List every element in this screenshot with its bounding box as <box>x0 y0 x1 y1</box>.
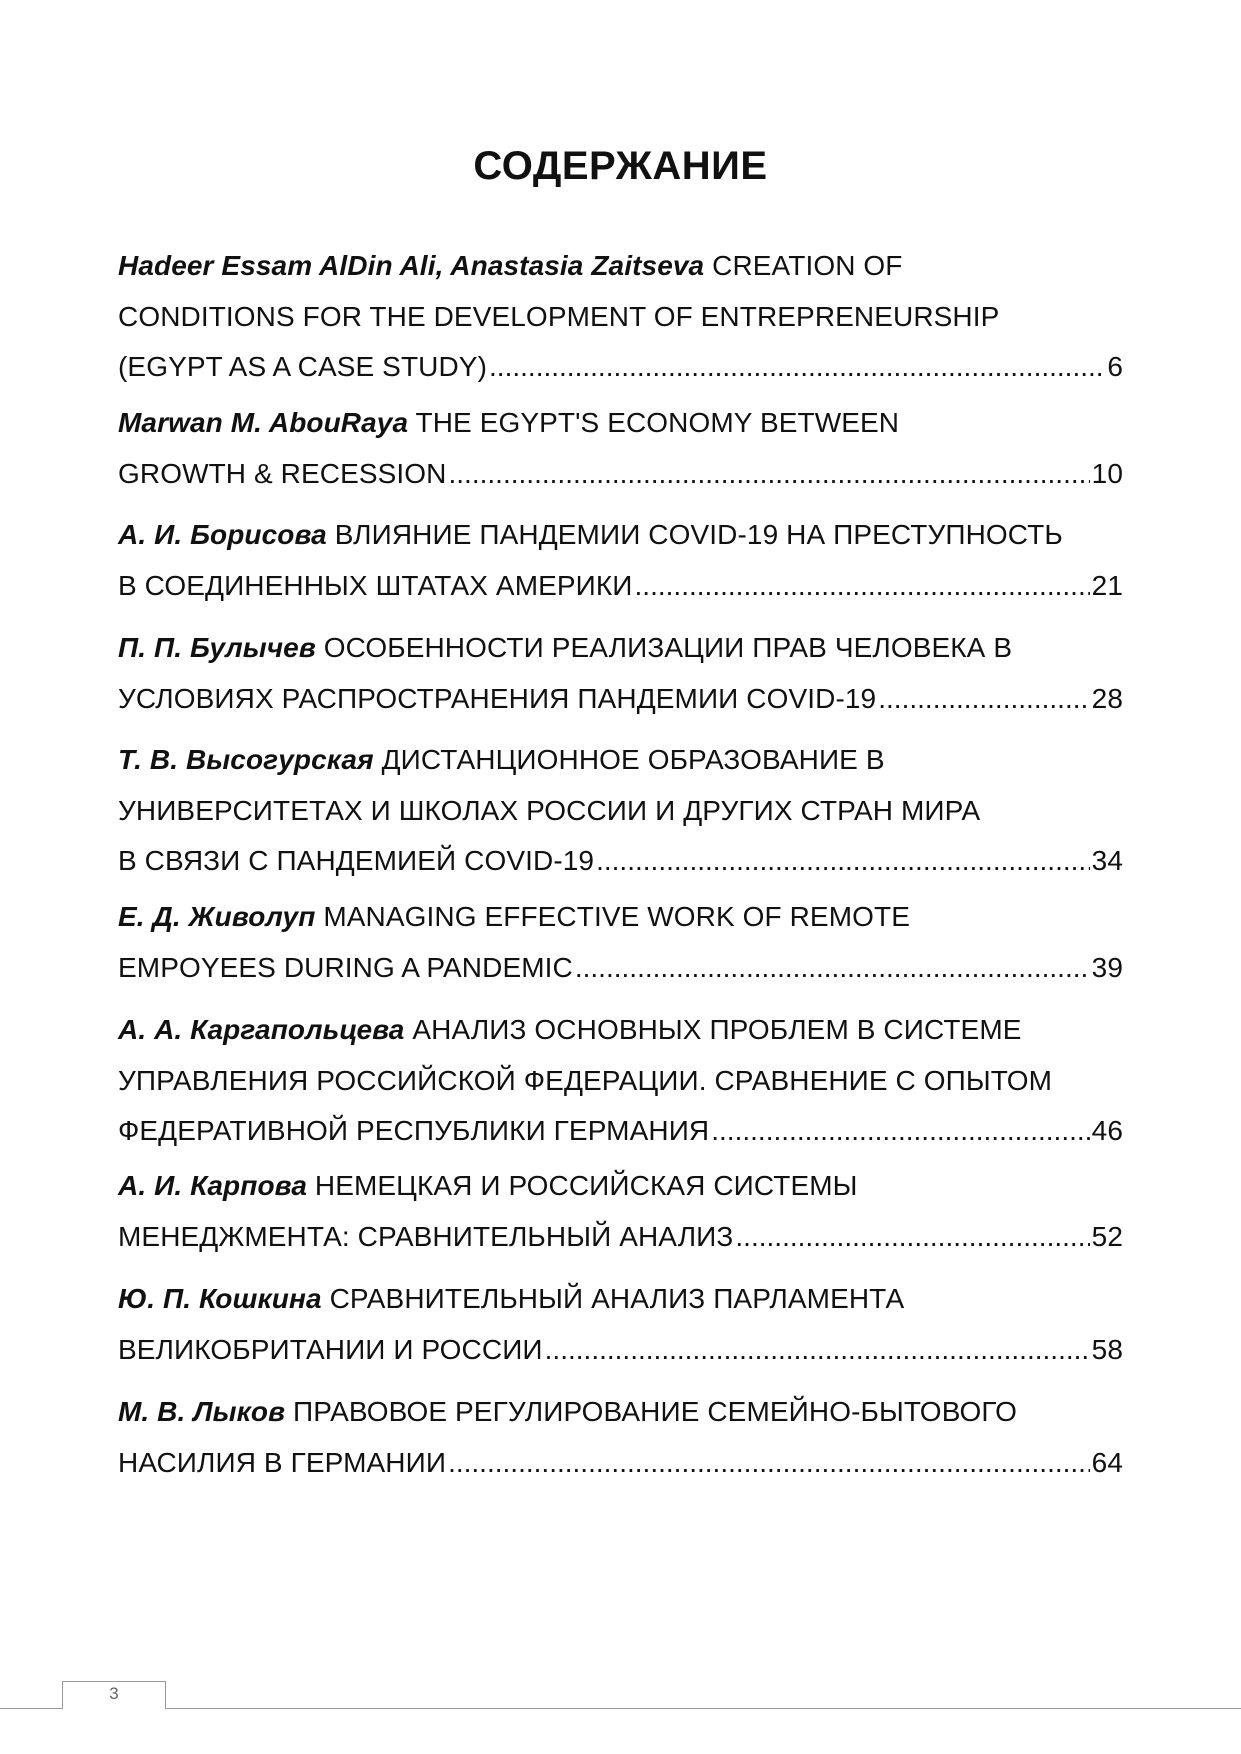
page-number-tab <box>62 1681 166 1709</box>
toc-entry-title-text: НЕМЕЦКАЯ И РОССИЙСКАЯ СИСТЕМЫ <box>314 1170 858 1201</box>
toc-entry-title-text: MANAGING EFFECTIVE WORK OF REMOTE <box>323 901 910 932</box>
toc-entry-title-text: УНИВЕРСИТЕТАХ И ШКОЛАХ РОССИИ И ДРУГИХ СТРАН МИРА <box>118 794 981 826</box>
toc-entry-line <box>118 1274 1123 1325</box>
toc-entry-page: 52 <box>1091 1220 1123 1252</box>
toc-entry-title-text: В СОЕДИНЕННЫХ ШТАТАХ АМЕРИКИ <box>118 569 633 601</box>
toc-entry[interactable] <box>118 241 1123 393</box>
toc-entry-page: 39 <box>1091 951 1123 983</box>
toc-entry-author: Е. Д. Живолуп <box>118 901 316 932</box>
dot-leader <box>635 561 1090 612</box>
toc-entry-title-text: CREATION OF <box>712 250 903 281</box>
toc-entry-title-text: СРАВНИТЕЛЬНЫЙ АНАЛИЗ ПАРЛАМЕНТА <box>329 1283 905 1314</box>
toc-entry-title-text: ДИСТАНЦИОННОЕ ОБРАЗОВАНИЕ В <box>381 744 885 775</box>
toc-entry[interactable] <box>118 1161 1123 1262</box>
dot-leader <box>489 342 1105 393</box>
toc-entry[interactable] <box>118 1274 1123 1375</box>
toc-entry-line <box>118 292 1123 343</box>
toc-entry-title-text: GROWTH & RECESSION <box>118 457 447 489</box>
footer-rule <box>0 1708 1241 1709</box>
toc-entry[interactable] <box>118 510 1123 611</box>
toc-entry-line <box>118 1005 1123 1056</box>
toc-entry-title-text: THE EGYPT'S ECONOMY BETWEEN <box>415 407 900 438</box>
toc-entry[interactable] <box>118 1005 1123 1157</box>
toc-entry-author: М. В. Лыков <box>118 1396 286 1427</box>
dot-leader <box>735 1212 1089 1263</box>
toc-entry-line <box>118 943 1123 994</box>
toc-entry-line <box>118 623 1123 674</box>
toc-entry-author: А. И. Борисова <box>118 519 327 550</box>
toc-entry-title-text: ВЕЛИКОБРИТАНИИ И РОССИИ <box>118 1333 543 1365</box>
toc-entry-title-text: В СВЯЗИ С ПАНДЕМИЕЙ COVID-19 <box>118 845 595 876</box>
toc-entry-line <box>118 892 1123 943</box>
toc-entry-line <box>118 510 1123 561</box>
toc-entry-author: Hadeer Essam AlDin Ali, Anastasia Zaitseva <box>118 250 705 281</box>
toc-entry-line <box>118 449 1123 500</box>
toc-entry-title-text: ВЛИЯНИЕ ПАНДЕМИИ COVID-19 НА ПРЕСТУПНОСТЬ <box>334 519 1063 550</box>
toc-entry-line <box>118 1056 1123 1107</box>
toc-entry-line <box>118 1161 1123 1212</box>
toc-entry-page: 46 <box>1091 1115 1123 1146</box>
toc-entry-line <box>118 342 1123 393</box>
toc-entry-author: Т. В. Высогурская <box>118 744 374 775</box>
toc-entry-author: А. И. Карпова <box>118 1170 307 1201</box>
toc-entry-line <box>118 561 1123 612</box>
toc-entry-line <box>118 398 1123 449</box>
toc-entry-title-text: УСЛОВИЯХ РАСПРОСТРАНЕНИЯ ПАНДЕМИИ COVID-19 <box>118 682 877 714</box>
page-title: СОДЕРЖАНИЕ <box>473 144 768 188</box>
dot-leader <box>449 449 1090 500</box>
toc-entry[interactable] <box>118 735 1123 887</box>
dot-leader <box>545 1325 1090 1376</box>
toc-entry-title-text: ФЕДЕРАТИВНОЙ РЕСПУБЛИКИ ГЕРМАНИЯ <box>118 1115 710 1146</box>
toc-entry-title-text: УПРАВЛЕНИЯ РОССИЙСКОЙ ФЕДЕРАЦИИ. СРАВНЕНИЕ С ОПЫТОМ <box>118 1064 1052 1096</box>
toc-entry-line <box>118 735 1123 786</box>
toc-entry-page: 6 <box>1107 351 1123 382</box>
toc-entry-title-text: ПРАВОВОЕ РЕГУЛИРОВАНИЕ СЕМЕЙНО-БЫТОВОГО <box>293 1396 1017 1427</box>
dot-leader <box>878 674 1089 725</box>
toc-entry[interactable] <box>118 623 1123 724</box>
toc-entry-page: 64 <box>1091 1446 1123 1478</box>
dot-leader <box>596 836 1090 887</box>
toc-entry-line <box>118 241 1123 292</box>
toc-entry-author: Marwan M. AbouRaya <box>118 407 409 438</box>
toc-entry-line <box>118 1438 1123 1489</box>
toc-entry-line <box>118 1387 1123 1438</box>
toc-entry-page: 34 <box>1091 845 1123 876</box>
toc-entry-page: 21 <box>1091 569 1123 601</box>
toc-entry-title-text: CONDITIONS FOR THE DEVELOPMENT OF ENTREPRENEURSHIP <box>118 300 1000 332</box>
toc-entry[interactable] <box>118 398 1123 499</box>
dot-leader <box>448 1438 1090 1489</box>
toc-entry-line <box>118 836 1123 887</box>
toc-entry-line <box>118 1325 1123 1376</box>
toc-entry-line <box>118 674 1123 725</box>
toc-entry-line <box>118 786 1123 837</box>
toc-entry-title-text: EMPOYEES DURING A PANDEMIC <box>118 951 573 983</box>
toc-entry-title-text: НАСИЛИЯ В ГЕРМАНИИ <box>118 1446 447 1478</box>
dot-leader <box>575 943 1090 994</box>
toc-entry-page: 58 <box>1091 1333 1123 1365</box>
toc-entry-line <box>118 1212 1123 1263</box>
toc-entry-author: П. П. Булычев <box>118 632 316 663</box>
toc-entry-line <box>118 1106 1123 1157</box>
dot-leader <box>711 1106 1089 1157</box>
toc-entry-author: А. А. Каргапольцева <box>118 1014 405 1045</box>
toc-entry-title-text: МЕНЕДЖМЕНТА: СРАВНИТЕЛЬНЫЙ АНАЛИЗ <box>118 1220 734 1252</box>
toc-entry-title-text: (EGYPT AS A CASE STUDY) <box>118 351 488 382</box>
toc-entry-title-text: АНАЛИЗ ОСНОВНЫХ ПРОБЛЕМ В СИСТЕМЕ <box>412 1014 1022 1045</box>
toc-entry-title-text: ОСОБЕННОСТИ РЕАЛИЗАЦИИ ПРАВ ЧЕЛОВЕКА В <box>323 632 1013 663</box>
toc-entry[interactable] <box>118 892 1123 993</box>
toc-entry-page: 10 <box>1091 457 1123 489</box>
toc-entry-page: 28 <box>1091 682 1123 714</box>
toc-entry[interactable] <box>118 1387 1123 1488</box>
page-number: 3 <box>109 1684 119 1703</box>
toc-entry-author: Ю. П. Кошкина <box>118 1283 322 1314</box>
